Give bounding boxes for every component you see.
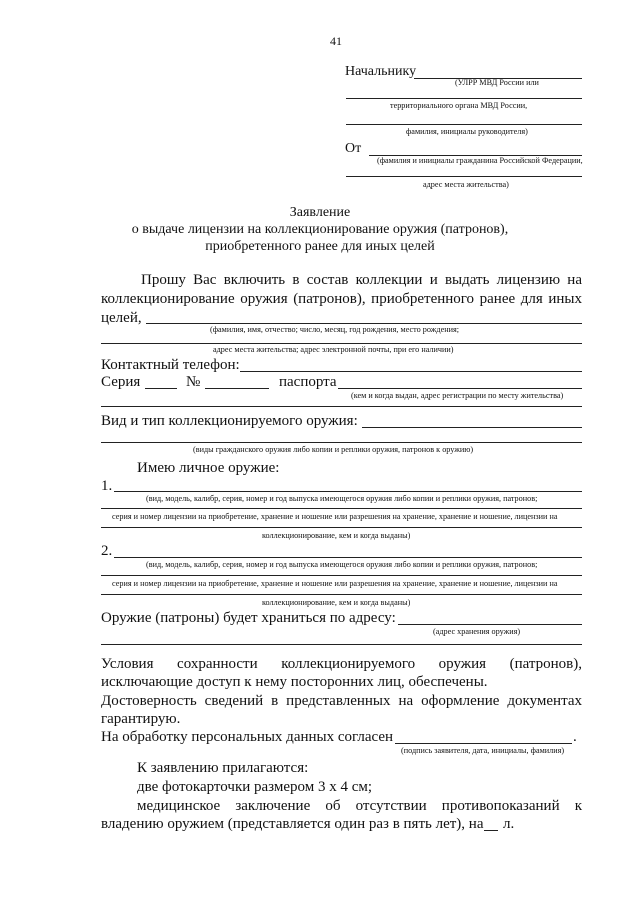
number-field-line[interactable] [205,388,269,389]
hint-storage: (адрес хранения оружия) [433,627,521,636]
to-field-line-3[interactable] [346,124,582,125]
from-hint-1: (фамилия и инициалы гражданина Российской Федерации, [377,156,583,165]
item-2-number: 2. [101,543,113,559]
hint-weapon-kind: (виды гражданского оружия либо копии и реплики оружия, патронов к оружию) [193,445,474,454]
storage-label: Оружие (патроны) будет храниться по адресу: [101,610,396,626]
document-title: Заявление [289,205,351,220]
hint-passport: (кем и когда выдан, адрес регистрации по месту жительства) [351,391,564,400]
from-field-line-2[interactable] [346,176,582,177]
phone-label: Контактный телефон: [101,357,240,373]
pages-count-field-line[interactable] [484,830,498,831]
applicant-field-line[interactable] [146,323,582,324]
series-field-line[interactable] [145,388,177,389]
attached-label: К заявлению прилагаются: [137,760,309,776]
signature-field-line[interactable] [395,743,572,744]
request-line-2: коллекционирование оружия (патронов), приобретенного ранее для иных [101,291,582,307]
request-line-1: Прошу Вас включить в состав коллекции и выдать лицензию на [141,272,582,288]
hint-address: адрес места жительства; адрес электронной почты, при его наличии) [213,345,454,354]
document-subtitle-2: приобретенного ранее для иных целей [205,239,435,254]
weapon-kind-field-line-2[interactable] [101,442,582,443]
conditions-line-2: исключающие доступ к нему посторонних лиц, обеспечены. [101,674,488,690]
applicant-field-line-2[interactable] [101,343,582,344]
consent-label: На обработку персональных данных согласен [101,729,394,745]
request-line-3: целей, [101,310,142,326]
phone-field-line[interactable] [240,371,582,372]
item-1-hint-a: (вид, модель, калибр, серия, номер и год выпуска имеющегося оружия либо копии и реплики оружия, патронов; [146,494,538,503]
attach-photo: две фотокарточки размером 3 х 4 см; [137,779,373,795]
personal-weapons-label: Имею личное оружие: [137,460,280,476]
reliability-line-1: Достоверность сведений в представленных на оформление документах [101,693,582,709]
series-label: Серия [101,374,141,390]
item-1-hint-c: коллекционирование, кем и когда выданы) [262,531,411,540]
passport-field-line[interactable] [338,388,582,389]
document-subtitle-1: о выдаче лицензии на коллекционирование оружия (патронов), [131,222,509,237]
item-1-hint-b: серия и номер лицензии на приобретение, хранение и ношение или разрешения на хранение, хранение и ношение, лицензии на [112,512,558,521]
consent-dot: . [573,729,577,745]
from-label: От [345,141,362,156]
attach-medical-line-1: медицинское заключение об отсутствии противопоказаний к [137,798,582,814]
attach-medical-line-2: владению оружием (представляется один раз в пять лет), на [101,816,484,832]
weapon-kind-field-line[interactable] [362,427,582,428]
storage-field-line-2[interactable] [101,644,582,645]
passport-label: паспорта [279,374,337,390]
item-1-field-line-2[interactable] [101,508,582,509]
item-1-number: 1. [101,478,113,494]
to-field-line-2[interactable] [346,98,582,99]
item-1-field-line-3[interactable] [101,527,582,528]
to-hint-2: территориального органа МВД России, [390,101,528,110]
item-2-field-line-2[interactable] [101,575,582,576]
conditions-line-1: Условия сохранности коллекционируемого оружия (патронов), [101,656,582,672]
item-2-hint-c: коллекционирование, кем и когда выданы) [262,598,411,607]
to-label: Начальнику [345,64,417,79]
from-hint-2: адрес места жительства) [423,180,509,189]
item-2-field-line-3[interactable] [101,594,582,595]
reliability-line-2: гарантирую. [101,711,181,727]
item-1-field-line[interactable] [114,491,582,492]
page-number: 41 [330,34,342,48]
hint-fio: (фамилия, имя, отчество; число, месяц, год рождения, место рождения; [210,325,460,334]
to-hint-3: фамилия, инициалы руководителя) [406,127,528,136]
storage-field-line[interactable] [398,624,582,625]
attach-medical-end: л. [503,816,515,832]
item-2-field-line[interactable] [114,557,582,558]
hint-signature: (подпись заявителя, дата, инициалы, фамилия) [401,746,565,755]
item-2-hint-a: (вид, модель, калибр, серия, номер и год выпуска имеющегося оружия либо копии и реплики оружия, патронов; [146,560,538,569]
weapon-kind-label: Вид и тип коллекционируемого оружия: [101,413,358,429]
to-hint-1: (УЛРР МВД России или [455,78,539,87]
passport-field-line-2[interactable] [101,406,582,407]
item-2-hint-b: серия и номер лицензии на приобретение, хранение и ношение или разрешения на хранение, хранение и ношение, лицензии на [112,579,558,588]
number-label: № [186,374,201,390]
